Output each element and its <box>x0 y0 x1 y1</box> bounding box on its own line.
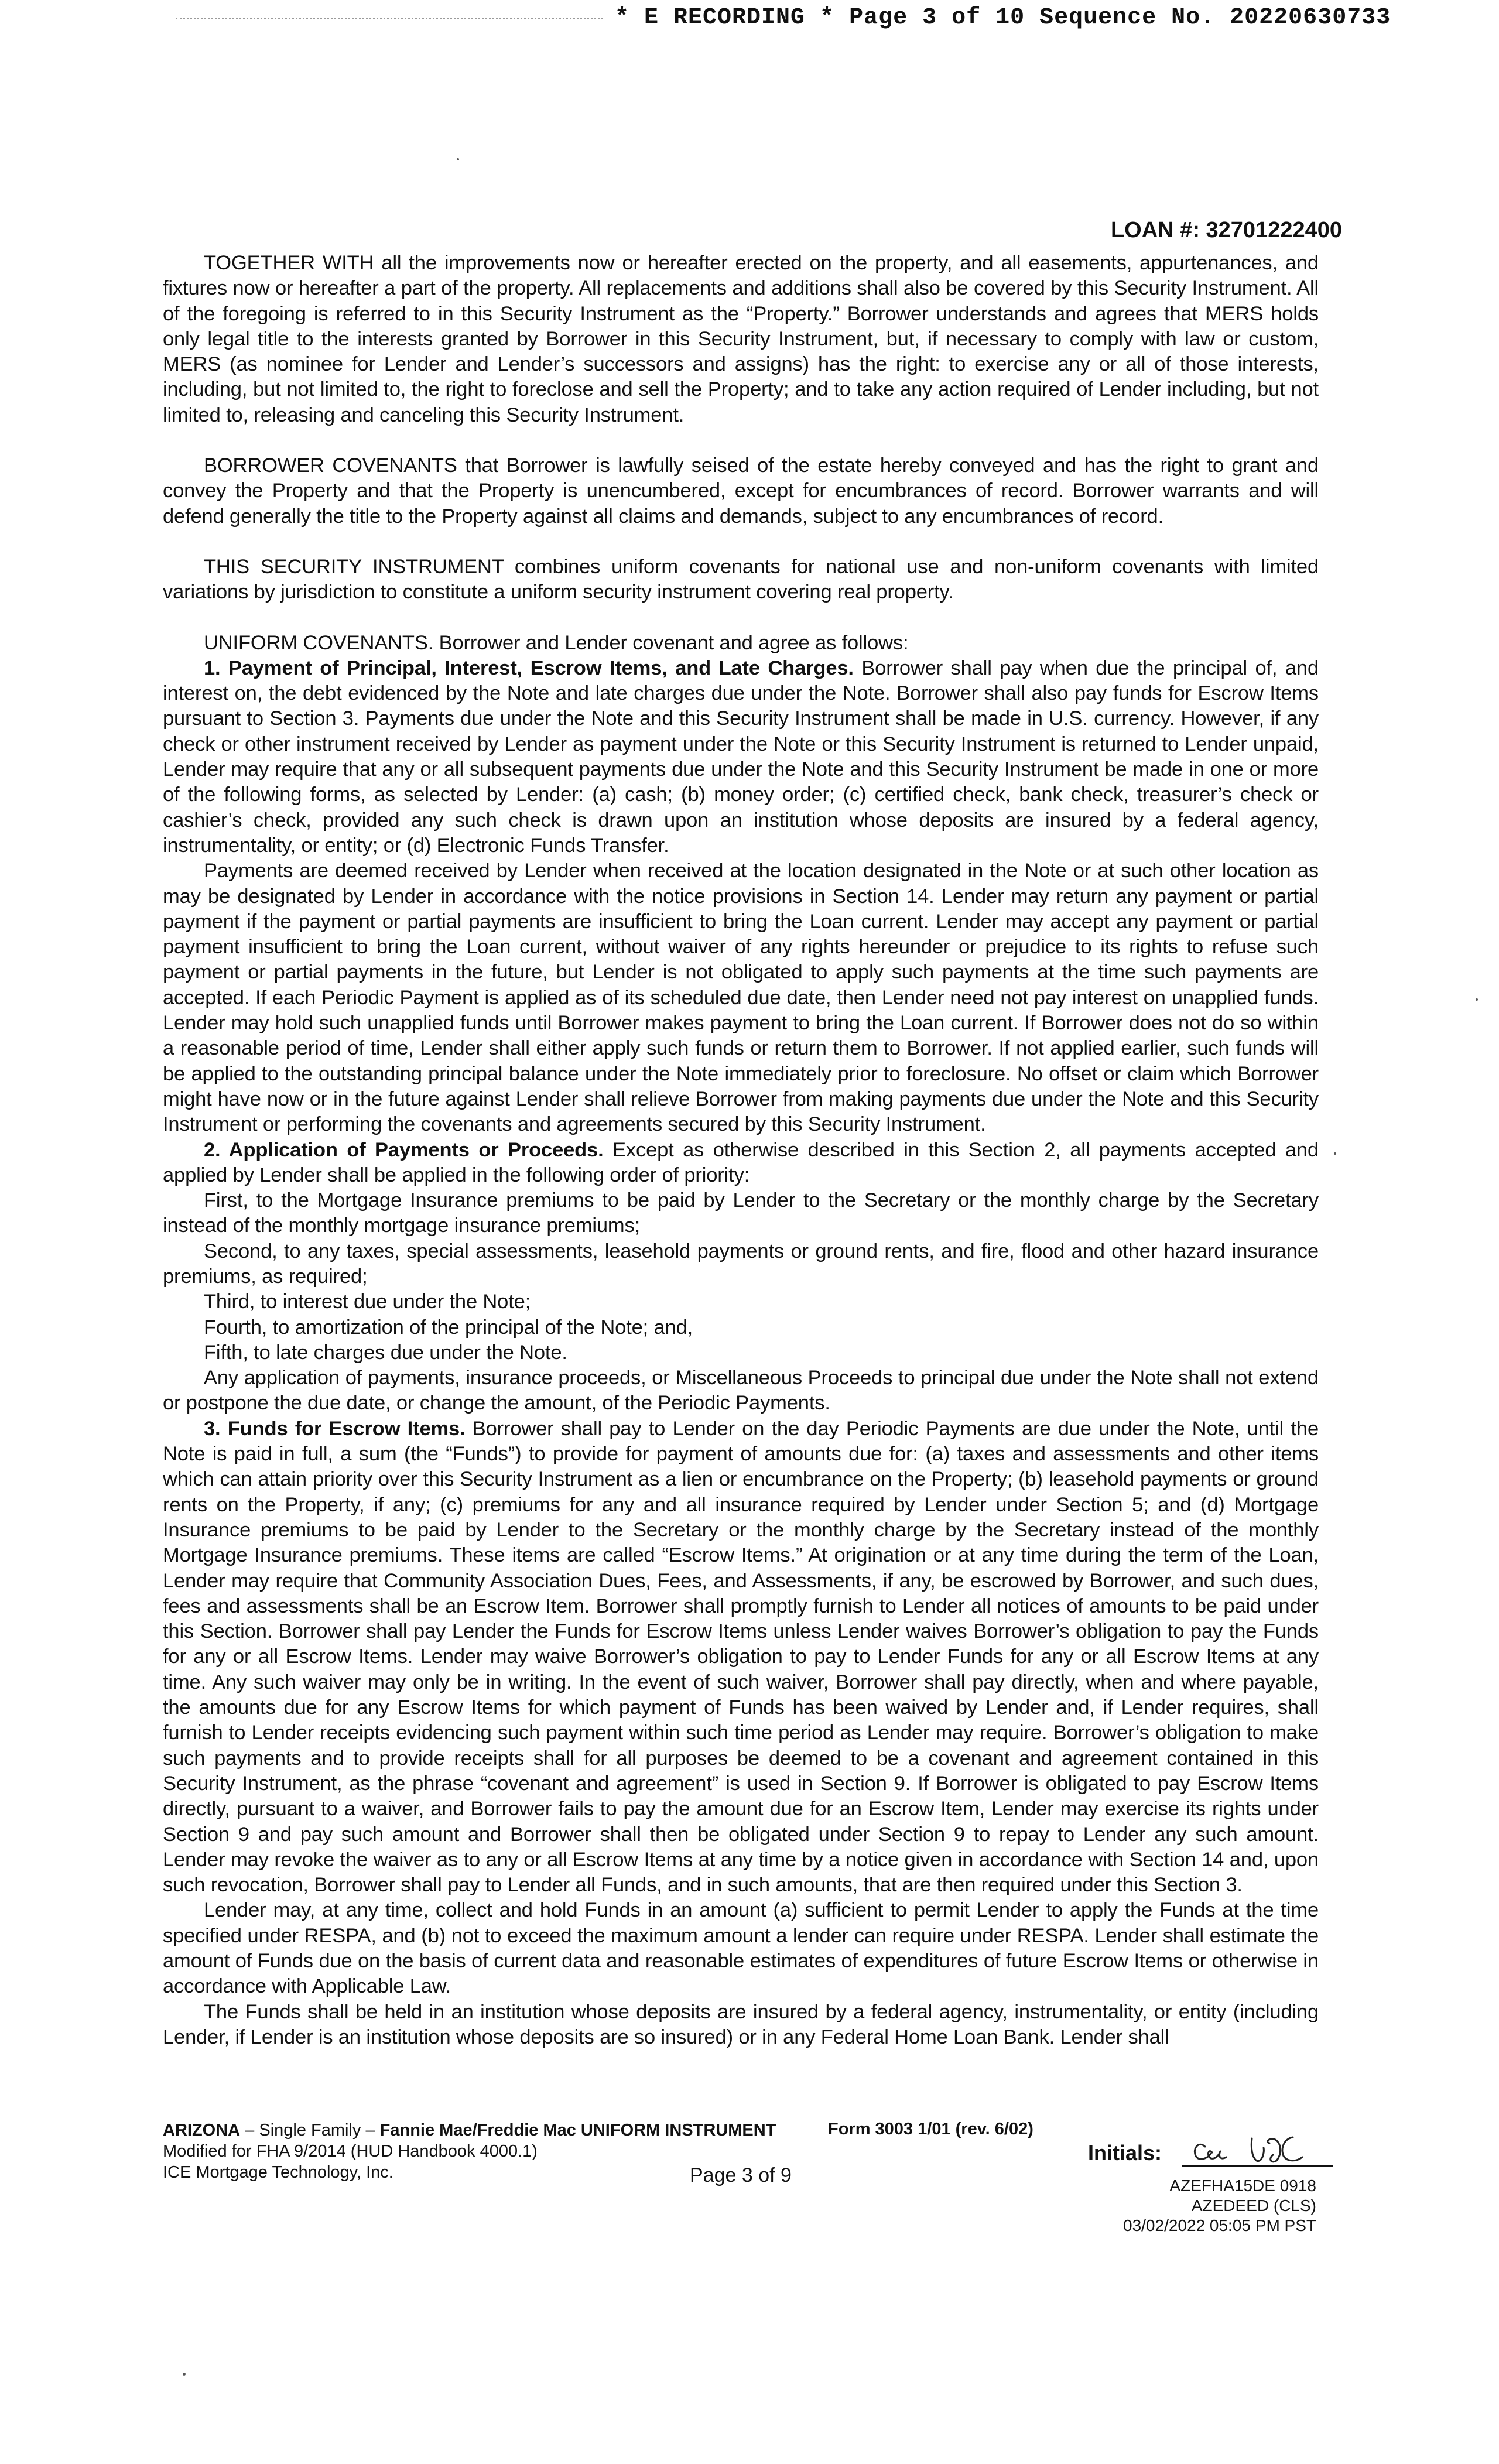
section-2-fourth: Fourth, to amortization of the principal of the Note; and, <box>204 1316 693 1339</box>
section-3-funds-held: The Funds shall be held in an institution whose deposits are insured by a federal agency, instrumentality, or entity (including Lender, if Lender is an institution whose deposits are so insured) or in any Federal Home Loan Bank. Lender shall <box>163 2000 1319 2048</box>
together-with-paragraph: TOGETHER WITH all the improvements now or hereafter erected on the property, and all easements, appurtenances, and fixtures now or hereafter a part of the property. All replacements and additions shall also be covered by this Security Instrument. All of the foregoing is referred to in this Security Instrument as the “Property.” Borrower understands and agrees that MERS holds only legal title to the interests granted by Borrower in this Security Instrument, but, if necessary to comply with law or custom, MERS (as nominee for Lender and Lender’s successors and assigns) has the right: to exercise any or all of those interests, including, but not limited to, the right to foreclose and sell the Property; and to take any action required of Lender including, but not limited to, releasing and canceling this Security Instrument. <box>163 252 1319 426</box>
section-3-title: 3. Funds for Escrow Items. <box>204 1417 466 1440</box>
security-instrument-paragraph: THIS SECURITY INSTRUMENT combines uniform covenants for national use and non-uniform covenants with limited variations by jurisdiction to constitute a uniform security instrument covering real property. <box>163 555 1319 604</box>
section-3-text: Borrower shall pay to Lender on the day Periodic Payments are due under the Note, until the Note is paid in full, a sum (the “Funds”) to provide for payment of amounts due for: (a) taxes and assessments and other items which can attain priority over this Security Instrument as a lien or encumbrance on the Property; (b) leasehold payments or ground rents on the Property, if any; (c) premiums for any and all insurance required by Lender under Section 5; and (d) Mortgage Insurance premiums to be paid by Lender to the Secretary or the monthly charge by the Secretary instead of the monthly Mortgage Insurance premiums. These items are called “Escrow Items.” At origination or at any time during the term of the Loan, Lender may require that Community Association Dues, Fees, and Assessments, if any, be escrowed by Borrower, and such dues, fees and assessments shall be an Escrow Item. Borrower shall promptly furnish to Lender all notices of amounts to be paid under this Section. Borrower shall pay Lender the Funds for Escrow Items unless Lender waives Borrower’s obligation to pay the Funds for any or all Escrow Items. Lender may waive Borrower’s obligation to pay to Lender Funds for any or all Escrow Items at any time. Any such waiver may only be in writing. In the event of such waiver, Borrower shall pay directly, when and where payable, the amounts due for any Escrow Items for which payment of Funds has been waived by Lender and, if Lender requires, shall furnish to Lender receipts evidencing such payment within such time period as Lender may require. Borrower’s obligation to make such payments and to provide receipts shall for all purposes be deemed to be a covenant and agreement contained in this Security Instrument, as the phrase “covenant and agreement” is used in Section 9. If Borrower is obligated to pay Escrow Items directly, pursuant to a waiver, and Borrower fails to pay the amount due for an Escrow Item, Lender may exercise its rights under Section 9 and pay such amount and Borrower shall then be obligated under Section 9 to repay to Lender any such amount. Lender may revoke the waiver as to any or all Escrow Items at any time by a notice given in accordance with Section 14 and, upon such revocation, Borrower shall pay to Lender all Funds, and in such amounts, that are then required under this Section 3. <box>163 1417 1319 1897</box>
section-2-fifth: Fifth, to late charges due under the Note. <box>204 1341 567 1364</box>
page-footer <box>163 2120 1334 2249</box>
section-3-paragraph <box>163 1416 1319 1898</box>
section-2-text: Except as otherwise described in this Section 2, all payments accepted and applied by Lender shall be applied in the following order of priority: <box>163 1138 1319 1186</box>
document-codes <box>1082 2176 1316 2236</box>
doc-deed: AZEDEED (CLS) <box>1191 2196 1316 2215</box>
scan-speck <box>457 158 459 160</box>
section-2-third: Third, to interest due under the Note; <box>204 1291 531 1313</box>
scan-speck <box>1334 1152 1336 1155</box>
section-1-text: Borrower shall pay when due the principal of, and interest on, the debt evidenced by the Note and late charges due under the Note. Borrower shall also pay funds for Escrow Items pursuant to Section 3. Payments due under the Note and this Security Instrument shall be made in U.S. currency. However, if any check or other instrument received by Lender as payment under the Note or this Security Instrument is returned to Lender unpaid, Lender may require that any or all subsequent payments due under the Note and this Security Instrument be made in one or more of the following forms, as selected by Lender: (a) cash; (b) money order; (c) certified check, bank check, treasurer’s check or cashier’s check, provided any such check is drawn upon an institution whose deposits are insured by a federal agency, instrumentality, or entity; or (d) Electronic Funds Transfer. <box>163 656 1319 857</box>
form-state: ARIZONA <box>163 2121 241 2140</box>
form-modified: Modified for FHA 9/2014 (HUD Handbook 4000.1) <box>163 2142 538 2161</box>
form-vendor: ICE Mortgage Technology, Inc. <box>163 2163 393 2182</box>
section-2-any-application: Any application of payments, insurance proceeds, or Miscellaneous Proceeds to principal due under the Note shall not extend or postpone the due date, or change the amount, of the Periodic Payments. <box>163 1367 1319 1415</box>
section-1-payments-paragraph: Payments are deemed received by Lender when received at the location designated in the Note or at such other location as may be designated by Lender in accordance with the notice provisions in Section 14. Lender may return any payment or partial payment if the payment or partial payments are insufficient to bring the Loan current. Lender may accept any payment or partial payment insufficient to bring the Loan current, without waiver of any rights hereunder or prejudice to its rights to refuse such payment or partial payments in the future, but Lender is not obligated to apply such payments at the time such payments are accepted. If each Periodic Payment is applied as of its scheduled due date, then Lender need not pay interest on unapplied funds. Lender may hold such unapplied funds until Borrower makes payment to bring the Loan current. If Borrower does not do so within a reasonable period of time, Lender shall either apply such funds or return them to Borrower. If not applied earlier, such funds will be applied to the outstanding principal balance under the Note immediately prior to foreclosure. No offset or claim which Borrower might have now or in the future against Lender shall relieve Borrower from making payments due under the Note and this Security Instrument or performing the covenants and agreements secured by this Security Instrument. <box>163 860 1319 1136</box>
form-title: Fannie Mae/Freddie Mac UNIFORM INSTRUMENT <box>379 2121 776 2140</box>
doc-code: AZEFHA15DE 0918 <box>1169 2176 1316 2195</box>
scan-noise-line <box>176 18 603 22</box>
document-body <box>163 251 1319 2050</box>
initials-line <box>1182 2165 1333 2167</box>
scan-speck <box>183 2373 186 2376</box>
form-title-line <box>163 2120 865 2141</box>
doc-timestamp: 03/02/2022 05:05 PM PST <box>1123 2216 1316 2234</box>
initials-label: Initials: <box>1088 2141 1162 2165</box>
section-1-title: 1. Payment of Principal, Interest, Escrow Items, and Late Charges. <box>204 656 854 679</box>
form-number: Form 3003 1/01 (rev. 6/02) <box>828 2120 1033 2138</box>
initials-block <box>1088 2130 1334 2171</box>
section-2-title: 2. Application of Payments or Proceeds. <box>204 1138 604 1161</box>
scan-speck <box>1476 998 1478 1001</box>
form-desc: – Single Family – <box>240 2121 380 2140</box>
section-2-first: First, to the Mortgage Insurance premiums to be paid by Lender to the Secretary or the monthly charge by the Secretary instead of the monthly mortgage insurance premiums; <box>163 1189 1319 1237</box>
initials-signature <box>1182 2130 1334 2168</box>
uniform-covenants-heading: UNIFORM COVENANTS. Borrower and Lender covenant and agree as follows: <box>204 631 909 654</box>
loan-number: LOAN #: 32701222400 <box>1110 218 1342 242</box>
section-3-lender-may: Lender may, at any time, collect and hold Funds in an amount (a) sufficient to permit Lender to apply the Funds at the time specified under RESPA, and (b) not to exceed the maximum amount a lender can require under RESPA. Lender shall estimate the amount of Funds due on the basis of current data and reasonable estimates of expenditures of future Escrow Items or otherwise in accordance with Applicable Law. <box>163 1899 1319 1998</box>
recording-stamp: * E RECORDING * Page 3 of 10 Sequence No. 20220630733 <box>615 5 1391 31</box>
borrower-covenants-paragraph: BORROWER COVENANTS that Borrower is lawfully seised of the estate hereby conveyed and has the right to grant and convey the Property and that the Property is unencumbered, except for encumbrances of record. Borrower warrants and will defend generally the title to the Property against all claims and demands, subject to any encumbrances of record. <box>163 454 1319 528</box>
page-number: Page 3 of 9 <box>690 2164 792 2186</box>
section-1-paragraph <box>163 656 1319 858</box>
section-2-second: Second, to any taxes, special assessments, leasehold payments or ground rents, and fire, flood and other hazard insurance premiums, as required; <box>163 1240 1319 1288</box>
section-2-paragraph <box>163 1138 1319 1189</box>
